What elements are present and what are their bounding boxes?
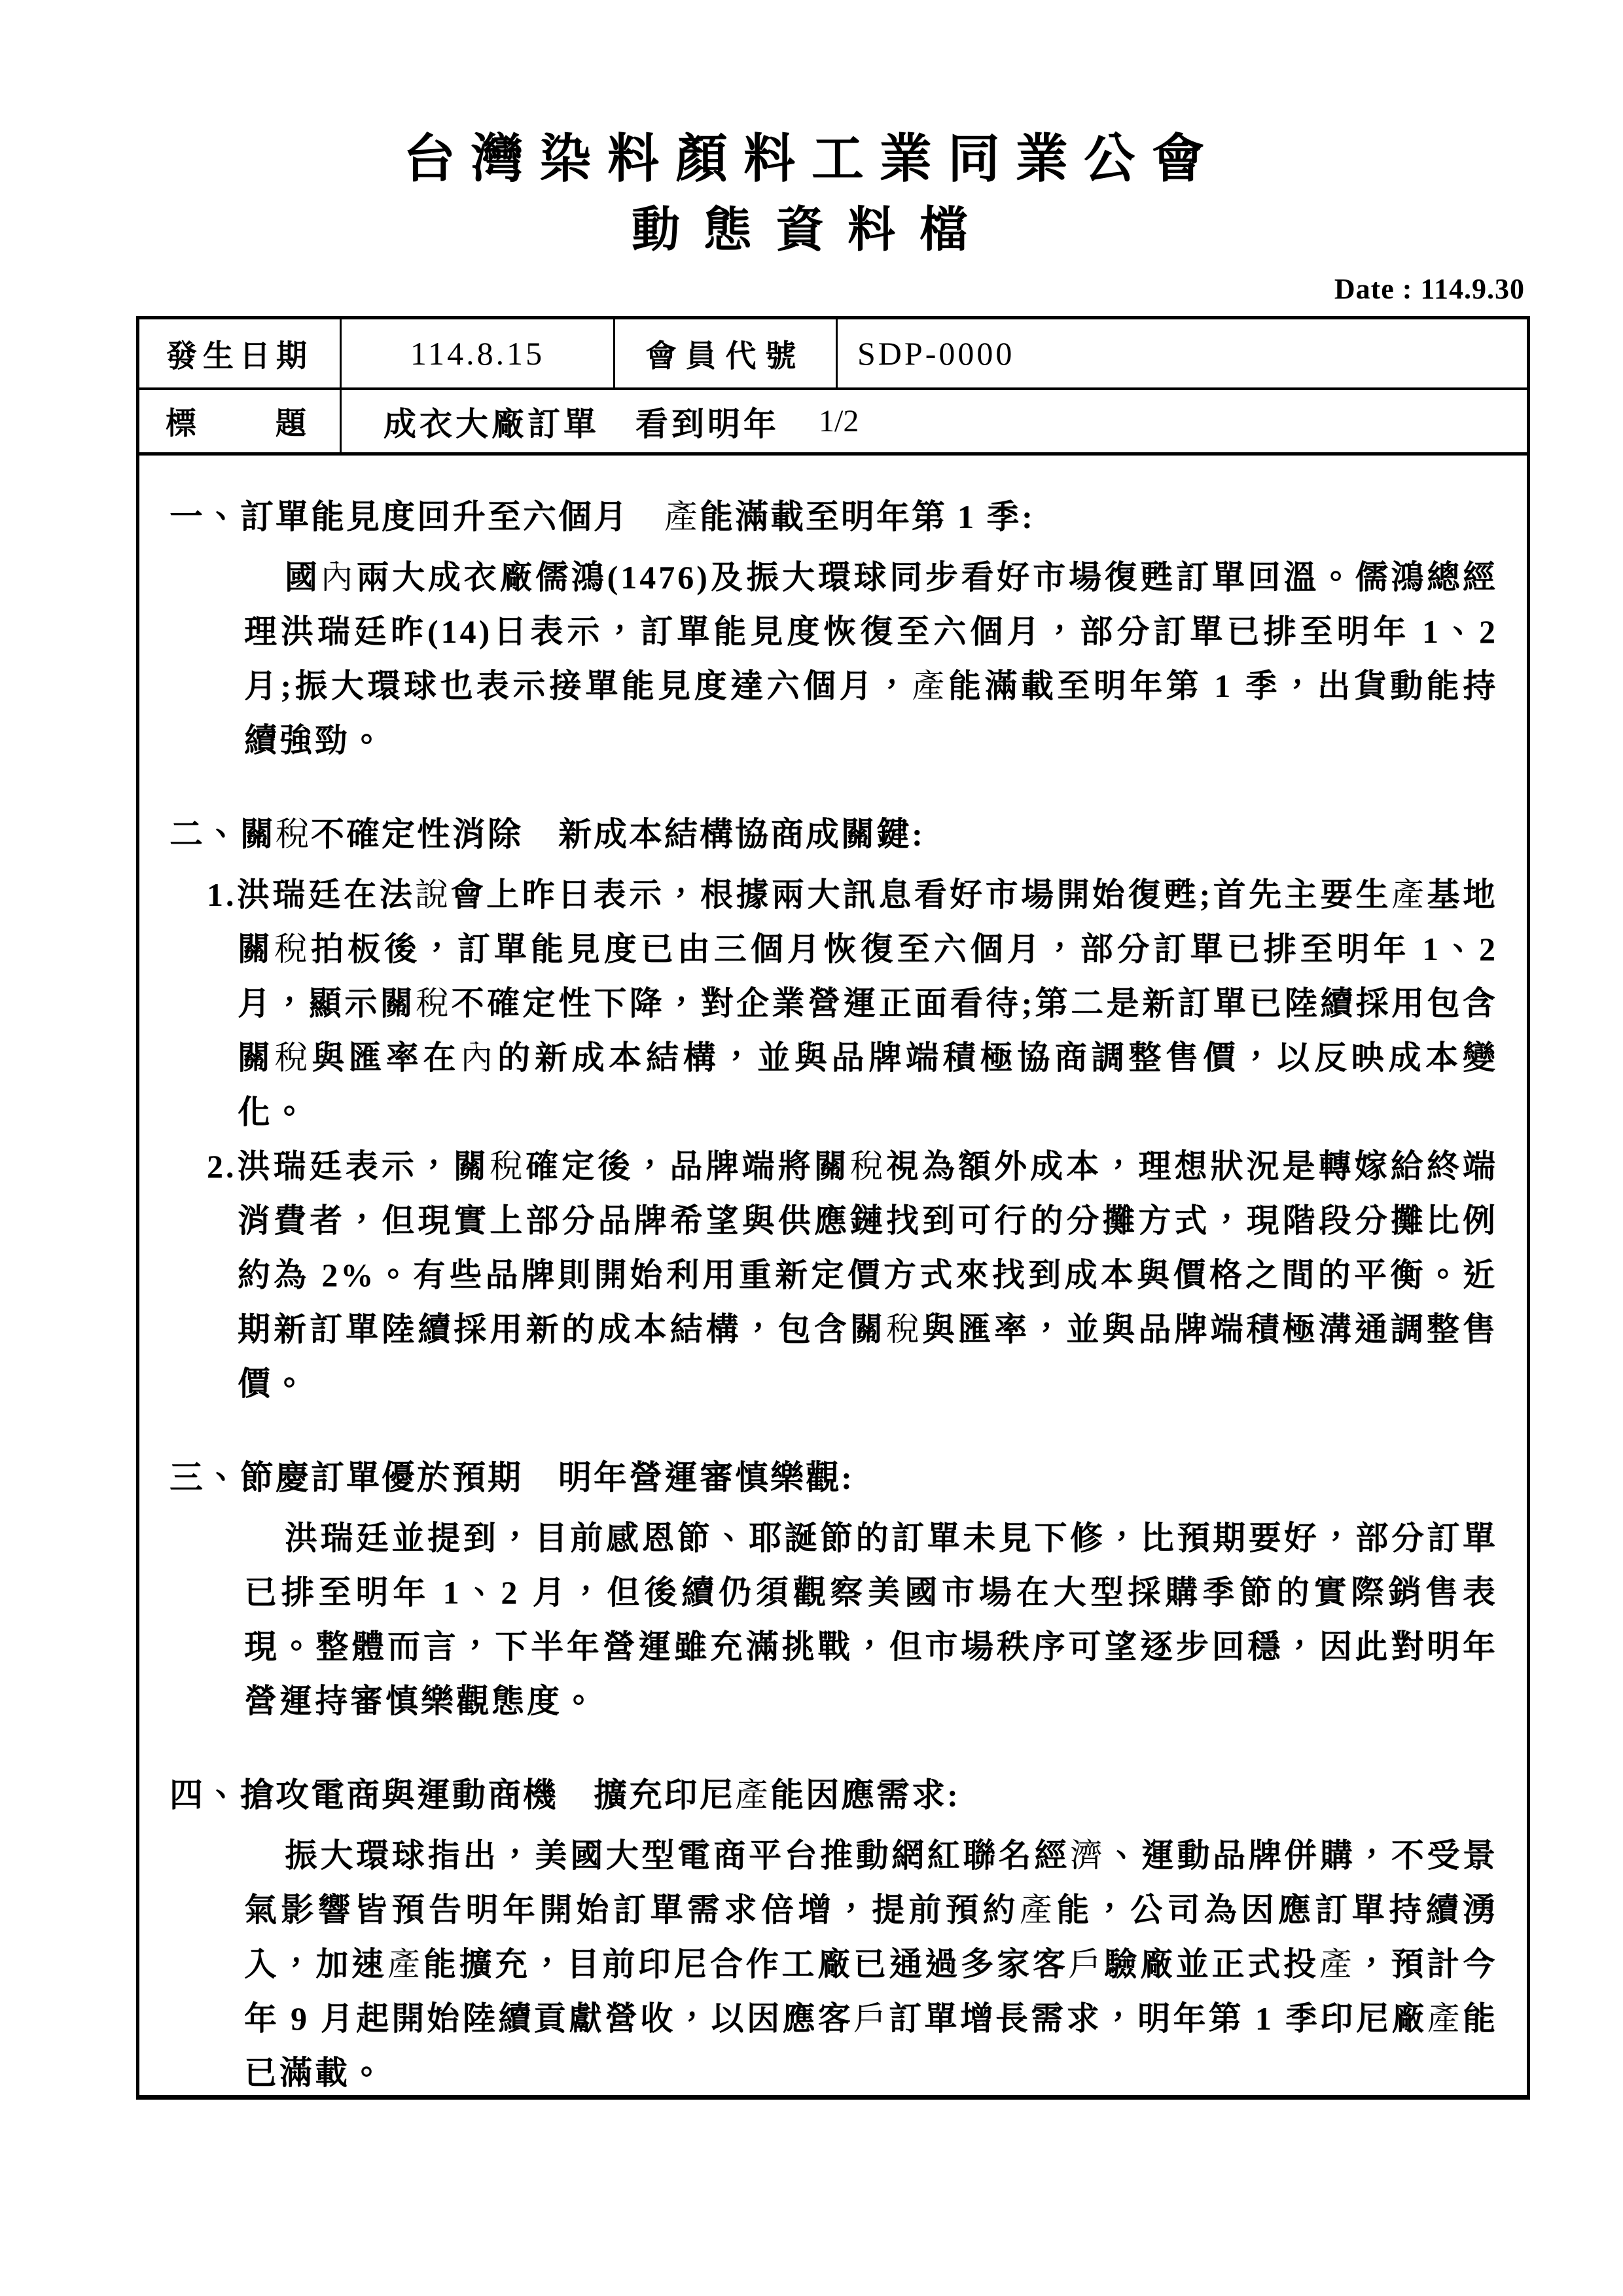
section-1-heading: 一、訂單能見度回升至六個月 產能滿載至明年第 1 季: xyxy=(169,499,1035,536)
section-2-item-1 xyxy=(207,868,1509,1139)
section-3 xyxy=(139,1452,1527,1729)
page-indicator: 1/2 xyxy=(819,404,859,439)
page-title: 台灣染料顏料工業同業公會 xyxy=(403,130,1220,188)
section-4-heading: 四、搶攻電商與運動商機 擴充印尼產能因應需求: xyxy=(169,1778,961,1814)
section-1 xyxy=(139,491,1527,768)
page-subtitle: 動態資料檔 xyxy=(632,202,991,257)
member-code-value: SDP-0000 xyxy=(857,335,1015,372)
subject-label: 標 題 xyxy=(139,390,342,452)
table-row-subject xyxy=(139,390,1527,456)
section-4-paragraph: 振大環球指出，美國大型電商平台推動網紅聯名經濟、運動品牌併購，不受景氣影響皆預告明年開始訂單需求倍增，提前預約產能，公司為因應訂單持續湧入，加速產能擴充，目前印尼合作工廠已通過多家客戶驗廠並正式投產，預計今年 9 月起開始陸續貢獻營收，以因應客戶訂單增長需求，明年第 1 季印尼廠產能已滿載。 xyxy=(244,1837,1499,2091)
document-body xyxy=(139,456,1527,2095)
table-row-header xyxy=(139,319,1527,390)
section-2-item-2 xyxy=(207,1139,1499,1411)
member-code-label: 會員代號 xyxy=(615,319,838,387)
occur-date-label: 發生日期 xyxy=(139,319,342,387)
list-text: 洪瑞廷在法說會上昨日表示，根據兩大訊息看好市場開始復甦;首先主要生產基地關稅拍板後，訂單能見度已由三個月恢復至六個月，部分訂單已排至明年 1、2 月，顯示關稅不確定性下降，對企業營運正面看待;第二是新訂單已陸續採用包含關稅與匯率在內的新成本結構，並與品牌端積極協商調整售價，以反映成本變化。 xyxy=(236,876,1509,1130)
occur-date-value: 114.8.15 xyxy=(342,319,615,387)
section-1-paragraph: 國內兩大成衣廠儒鴻(1476)及振大環球同步看好市場復甦訂單回溫。儒鴻總經理洪瑞廷昨(14)日表示，訂單能見度恢復至六個月，部分訂單已排至明年 1、2 月;振大環球也表示接單能見度達六個月，產能滿載至明年第 1 季，出貨動能持續強勁。 xyxy=(244,559,1509,759)
subject-value: 成衣大廠訂單 看到明年 xyxy=(383,405,779,442)
section-3-heading: 三、節慶訂單優於預期 明年營運審慎樂觀: xyxy=(169,1460,854,1497)
list-text: 洪瑞廷表示，關稅確定後，品牌端將關稅視為額外成本，理想狀況是轉嫁給終端消費者，但現實上部分品牌希望與供應鏈找到可行的分攤方式，現階段分攤比例約為 2%。有些品牌則開始利用重新定價方式來找到成本與價格之間的平衡。近期新訂單陸續採用新的成本結構，包含關稅與匯率，並與品牌端積極溝通調整售價。 xyxy=(236,1148,1499,1402)
section-3-paragraph: 洪瑞廷並提到，目前感恩節、耶誕節的訂單未見下修，比預期要好，部分訂單已排至明年 1、2 月，但後續仍須觀察美國市場在大型採購季節的實際銷售表現。整體而言，下半年營運雖充滿挑戰，但市場秩序可望逐步回穩，因此對明年營運持審慎樂觀態度。 xyxy=(244,1520,1498,1719)
list-number: 1. xyxy=(207,876,237,913)
subject-cell xyxy=(342,390,1527,452)
section-2-heading: 二、關稅不確定性消除 新成本結構協商成關鍵: xyxy=(169,817,925,853)
date-label: Date : 114.9.30 xyxy=(1334,273,1525,305)
info-table xyxy=(136,316,1530,2100)
section-2 xyxy=(139,808,1527,1411)
section-4 xyxy=(139,1769,1527,2095)
list-number: 2. xyxy=(207,1148,237,1185)
